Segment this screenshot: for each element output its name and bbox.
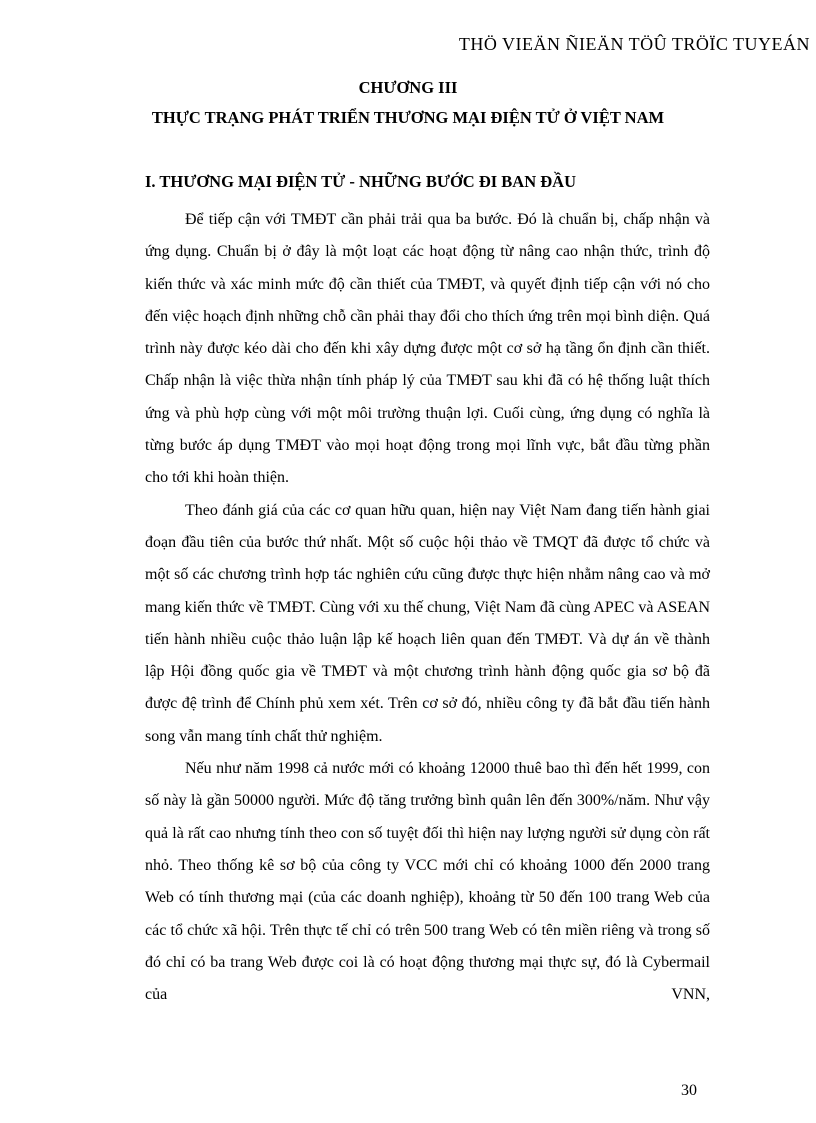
page-number: 30 [681, 1082, 697, 1099]
body-text [145, 204, 710, 1011]
page-header: THÖ VIEÄN ÑIEÄN TÖÛ TRÖÏC TUYEÁN [458, 34, 810, 54]
chapter-title: THỰC TRẠNG PHÁT TRIỂN THƯƠNG MẠI ĐIỆN TỬ Ở VIỆT NAM [151, 108, 665, 127]
section-heading: I. THƯƠNG MẠI ĐIỆN TỬ - NHỮNG BƯỚC ĐI BAN ĐẦU [145, 172, 576, 191]
paragraph: Theo đánh giá của các cơ quan hữu quan, hiện nay Việt Nam đang tiến hành giai đoạn đầu tiên của bước thứ nhất. Một số cuộc hội thảo về TMQT đã được tổ chức và một số các chương trình hợp tác nghiên cứu cũng được thực hiện nhằm nâng cao và mở mang kiến thức về TMĐT. Cùng với xu thế chung, Việt Nam đã cùng APEC và ASEAN tiến hành nhiều cuộc thảo luận lập kế hoạch liên quan đến TMĐT. Và dự án về thành lập Hội đồng quốc gia về TMĐT và một chương trình hành động quốc gia sơ bộ đã được đệ trình để Chính phủ xem xét. Trên cơ sở đó, nhiều công ty đã bắt đầu tiến hành song vẫn mang tính chất thử nghiệm. [145, 501, 710, 745]
paragraph: Nếu như năm 1998 cả nước mới có khoảng 12000 thuê bao thì đến hết 1999, con số này là gần 50000 người. Mức độ tăng trưởng bình quân lên đến 300%/năm. Như vậy quả là rất cao nhưng tính theo con số tuyệt đối thì hiện nay lượng người sử dụng còn rất nhỏ. Theo thống kê sơ bộ của công ty VCC mới chỉ có khoảng 1000 đến 2000 trang Web có tính thương mại (của các doanh nghiệp), khoảng từ 50 đến 100 trang Web của các tổ chức xã hội. Trên thực tế chỉ có trên 500 trang Web có tên miền riêng và trong số đó chỉ có ba trang Web được coi là có hoạt động thương mại thực sự, đó là Cybermail của VNN, [145, 760, 710, 1004]
chapter-heading: CHƯƠNG III [358, 78, 458, 97]
paragraph: Để tiếp cận với TMĐT cần phải trải qua ba bước. Đó là chuẩn bị, chấp nhận và ứng dụng. Chuẩn bị ở đây là một loạt các hoạt động từ nâng cao nhận thức, trình độ kiến thức và xác minh mức độ cần thiết của TMĐT, và quyết định tiếp cận với nó cho đến việc hoạch định những chỗ cần phải thay đổi cho thích ứng trên mọi bình diện. Quá trình này được kéo dài cho đến khi xây dựng được một cơ sở hạ tầng ổn định cần thiết. Chấp nhận là việc thừa nhận tính pháp lý của TMĐT sau khi đã có hệ thống luật thích ứng và phù hợp cùng với một môi trường thuận lợi. Cuối cùng, ứng dụng có nghĩa là từng bước áp dụng TMĐT vào mọi hoạt động trong mọi lĩnh vực, bắt đầu từng phần cho tới khi hoàn thiện. [145, 211, 710, 487]
